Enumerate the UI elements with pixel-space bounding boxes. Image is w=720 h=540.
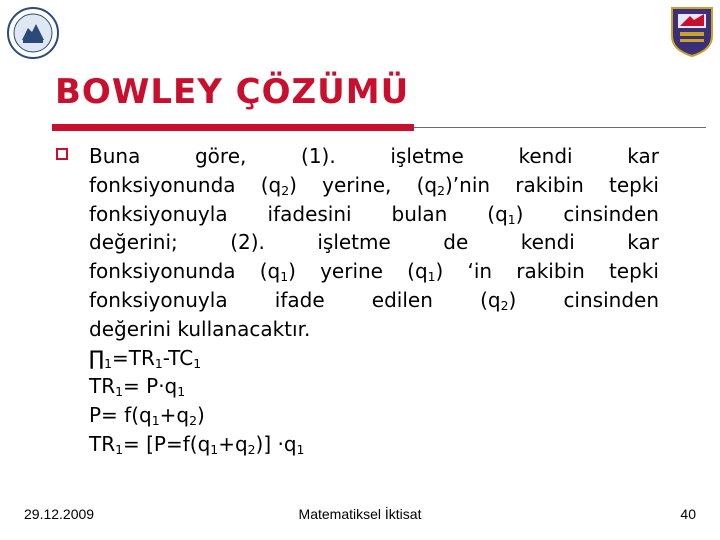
word: $(q_2)$ [260, 172, 297, 198]
word: işletme [317, 230, 391, 255]
paragraph-line [89, 142, 659, 171]
word: yerine, [322, 172, 392, 197]
word: cinsinden [563, 201, 659, 226]
word: rakibin [515, 172, 584, 197]
slide-title: BOWLEY ÇÖZÜMÜ [55, 72, 410, 112]
slide-body [89, 142, 659, 459]
word: (1). [301, 144, 336, 168]
word: $(q_2)’nin$ [416, 172, 491, 198]
word: ifadesini [267, 201, 352, 226]
faculty-shield-icon [670, 6, 714, 58]
word: göre, [194, 144, 247, 168]
word: tepki [608, 172, 659, 197]
paragraph-line [89, 200, 659, 229]
word: kar [627, 144, 659, 168]
paragraph-line [89, 315, 659, 344]
paragraph-line [89, 286, 659, 315]
formula-profit: $\prod_1=TR_1-TC_1$ [89, 345, 202, 371]
word: ifade [274, 287, 325, 312]
footer-date: 29.12.2009 [24, 506, 95, 522]
word: rakibin [516, 259, 585, 284]
formula-price: $P= f(q_1+q_2)$ [89, 403, 205, 429]
word: yerine [320, 259, 383, 284]
word: (2). [230, 230, 265, 255]
university-seal-icon [6, 6, 60, 60]
formula-revenue: $TR_1= P\cdot q_1$ [89, 374, 186, 400]
word: $(q_1)$ [487, 201, 524, 227]
word: işletme [390, 144, 464, 168]
footer-course: Matematiksel İktisat [298, 506, 422, 522]
word: değerini [89, 316, 172, 341]
word: kendi [520, 230, 575, 255]
paragraph-line [89, 171, 659, 200]
word: kar [627, 230, 659, 255]
bullet-square-icon [56, 148, 68, 160]
paragraph-line [89, 228, 659, 257]
word: $(q_2)$ [480, 287, 517, 314]
word: bulan [391, 201, 448, 226]
word: fonksiyonuyla [89, 201, 228, 226]
word: ‘in [467, 259, 493, 284]
word: kullanacaktır. [177, 316, 311, 341]
word: edilen [371, 287, 433, 312]
word: kendi [518, 144, 573, 168]
paragraph-line [89, 257, 659, 286]
word: fonksiyonuyla [89, 287, 228, 312]
word: tepki [608, 259, 659, 284]
word: değerini; [89, 230, 178, 255]
word: cinsinden [563, 287, 659, 312]
word: $(q_1)$ [407, 259, 444, 285]
formula-revenue-expanded: $TR_1= [P=f(q_1+q_2)] \cdot q_1$ [89, 431, 305, 458]
word: de [443, 230, 469, 255]
word: Buna [89, 144, 141, 168]
word: fonksiyonunda [89, 172, 236, 197]
word: fonksiyonunda [89, 259, 236, 284]
word: $(q_1)$ [259, 259, 296, 285]
title-accent-bar [52, 124, 414, 131]
page-number: 40 [680, 506, 696, 522]
